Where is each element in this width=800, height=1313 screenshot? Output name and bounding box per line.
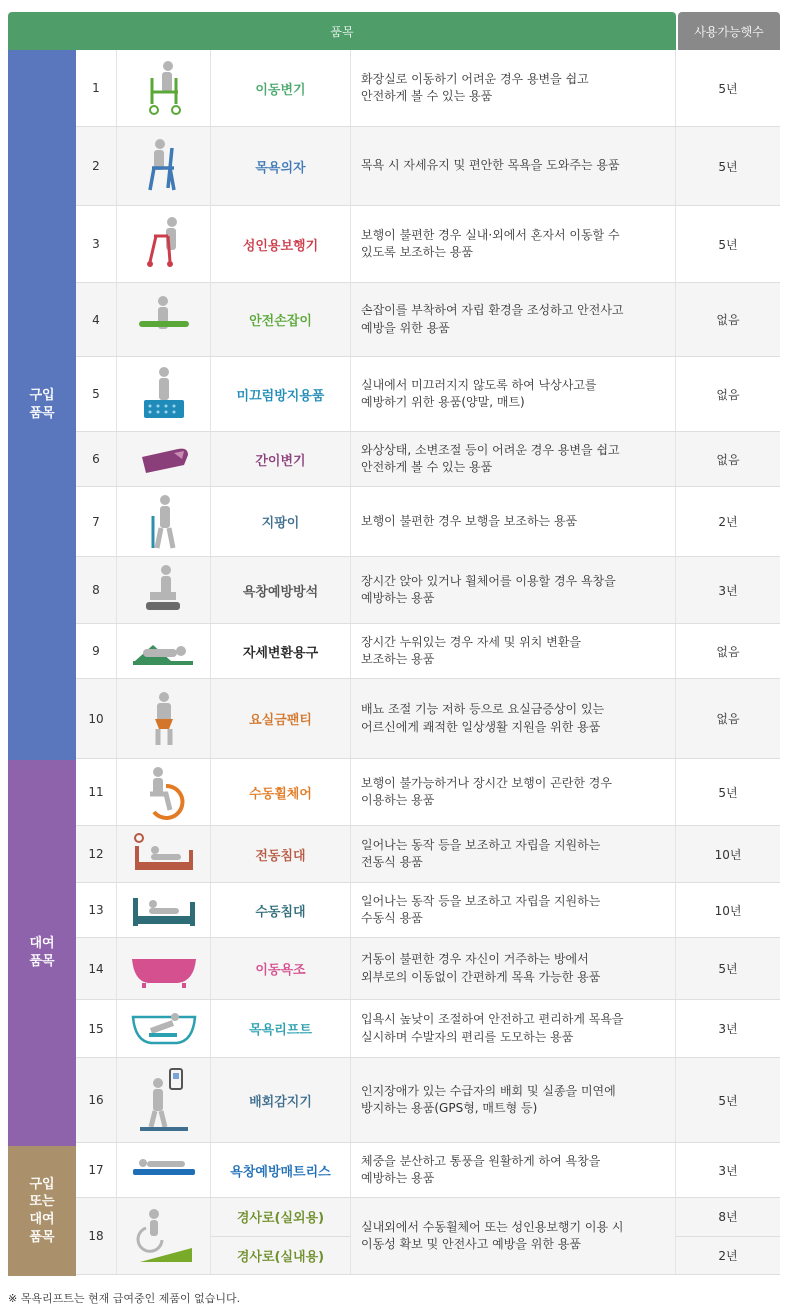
table-row [76, 1000, 780, 1058]
item-number: 15 [76, 1000, 117, 1057]
bath-chair-icon [117, 127, 211, 205]
table-row [76, 487, 780, 557]
bathtub-icon [117, 938, 211, 999]
table-row [76, 50, 780, 127]
item-years: 5년 [718, 159, 738, 174]
item-number: 18 [76, 1198, 117, 1274]
item-name: 안전손잡이 [211, 283, 351, 356]
electric-bed-icon [117, 826, 211, 882]
footnote: ※ 목욕리프트는 현재 급여중인 제품이 없습니다. [8, 1292, 241, 1305]
item-number: 2 [76, 127, 117, 205]
item-number: 4 [76, 283, 117, 356]
table-row [76, 883, 780, 938]
item-name-outdoor: 경사로(실외용) [236, 1211, 325, 1227]
table-row [76, 557, 780, 624]
mattress-icon [117, 1143, 211, 1197]
item-years: 없음 [716, 452, 740, 467]
item-years: 3년 [718, 1022, 738, 1036]
item-number: 6 [76, 432, 117, 486]
item-number: 9 [76, 624, 117, 678]
item-years: 없음 [716, 387, 740, 402]
item-description: 일어나는 동작 등을 보조하고 자립을 지원하는 전동식 용품 [351, 826, 676, 882]
item-years: 5년 [718, 237, 738, 252]
item-description: 목욕 시 자세유지 및 편안한 목욕을 도와주는 용품 [351, 127, 676, 205]
header-years: 사용가능햇수 [678, 12, 780, 50]
item-number: 7 [76, 487, 117, 556]
item-number: 5 [76, 357, 117, 431]
item-name: 간이변기 [211, 432, 351, 486]
item-years: 없음 [716, 313, 740, 327]
table-row [76, 357, 780, 432]
item-description: 화장실로 이동하기 어려운 경우 용변을 쉽고 안전하게 볼 수 있는 용품 [351, 50, 676, 126]
cushion-icon [117, 557, 211, 623]
item-name: 욕창예방매트리스 [211, 1143, 351, 1197]
item-description: 보행이 불가능하거나 장시간 보행이 곤란한 경우 이용하는 용품 [351, 759, 676, 825]
wheelchair-icon [117, 759, 211, 825]
table-row [76, 938, 780, 1000]
ramp-years [676, 1198, 780, 1274]
item-name: 요실금팬티 [211, 679, 351, 758]
item-years: 3년 [718, 583, 738, 598]
header-item: 품목 [8, 12, 676, 50]
item-name: 수동휠체어 [211, 759, 351, 825]
bath-lift-icon [117, 1000, 211, 1057]
item-number: 14 [76, 938, 117, 999]
item-description: 보행이 불편한 경우 보행을 보조하는 용품 [351, 487, 676, 556]
item-description: 와상상태, 소변조절 등이 어려운 경우 용변을 쉽고 안전하게 볼 수 있는 용품 [351, 432, 676, 486]
item-name: 미끄럼방지용품 [211, 357, 351, 431]
item-name: 수동침대 [211, 883, 351, 937]
items-table [76, 50, 780, 1275]
item-years: 5년 [718, 1093, 738, 1108]
table-row [76, 1058, 780, 1143]
item-description: 실내외에서 수동휠체어 또는 성인용보행기 이용 시 이동성 확보 및 안전사고 예방을 위한 용품 [351, 1198, 676, 1274]
table-row [76, 679, 780, 759]
wander-detector-icon [117, 1058, 211, 1142]
item-years: 없음 [716, 712, 740, 726]
item-number: 10 [76, 679, 117, 758]
table-row [76, 624, 780, 679]
item-name: 배회감지기 [211, 1058, 351, 1142]
table-row [76, 1143, 780, 1198]
item-name: 목욕리프트 [211, 1000, 351, 1057]
item-name-indoor: 경사로(실내용) [211, 1236, 350, 1275]
table-row [76, 127, 780, 206]
category-buy-or-rent: 구입 또는 대여 품목 [8, 1146, 76, 1276]
item-description: 장시간 누워있는 경우 자세 및 위치 변환을 보조하는 용품 [351, 624, 676, 678]
item-description: 체중을 분산하고 통풍을 원활하게 하여 욕창을 예방하는 용품 [351, 1143, 676, 1197]
item-years: 5년 [718, 785, 738, 800]
category-rent: 대여 품목 [8, 760, 76, 1146]
item-description: 입욕시 높낮이 조절하여 안전하고 편리하게 목욕을 실시하며 수발자의 편리를 도모하는 용품 [351, 1000, 676, 1057]
table-row [76, 759, 780, 826]
cane-icon [117, 487, 211, 556]
walker-icon [117, 206, 211, 282]
item-name: 자세변환용구 [211, 624, 351, 678]
item-number: 8 [76, 557, 117, 623]
item-years: 5년 [718, 962, 738, 976]
item-description: 거동이 불편한 경우 자신이 거주하는 방에서 외부로의 이동없이 간편하게 목욕 가능한 용품 [351, 938, 676, 999]
item-name: 성인용보행기 [211, 206, 351, 282]
item-name: 이동욕조 [211, 938, 351, 999]
item-number: 13 [76, 883, 117, 937]
incontinence-pants-icon [117, 679, 211, 758]
item-description: 일어나는 동작 등을 보조하고 자립을 지원하는 수동식 용품 [351, 883, 676, 937]
category-buy: 구입 품목 [8, 50, 76, 760]
item-years-outdoor: 8년 [718, 1210, 738, 1225]
item-name: 전동침대 [211, 826, 351, 882]
item-description: 배뇨 조절 기능 저하 등으로 요실금증상이 있는 어르신에게 쾌적한 일상생활 지원을 위한 용품 [351, 679, 676, 758]
item-description: 보행이 불편한 경우 실내·외에서 혼자서 이동할 수 있도록 보조하는 용품 [351, 206, 676, 282]
safety-handle-icon [117, 283, 211, 356]
item-years: 10년 [714, 847, 742, 862]
positioning-icon [117, 624, 211, 678]
ramp-icon [117, 1198, 211, 1274]
ramp-names [211, 1198, 351, 1274]
anti-slip-mat-icon [117, 357, 211, 431]
item-number: 11 [76, 759, 117, 825]
item-name: 이동변기 [211, 50, 351, 126]
table-row [76, 826, 780, 883]
bedpan-icon [117, 432, 211, 486]
item-years: 10년 [714, 903, 742, 918]
table-row [76, 206, 780, 283]
commode-chair-icon [117, 50, 211, 126]
item-description: 인지장애가 있는 수급자의 배회 및 실종을 미연에 방지하는 용품(GPS형, 매트형 등) [351, 1058, 676, 1142]
item-number: 3 [76, 206, 117, 282]
manual-bed-icon [117, 883, 211, 937]
table-row [76, 1198, 780, 1275]
item-number: 17 [76, 1143, 117, 1197]
item-years: 3년 [718, 1163, 738, 1178]
item-years: 2년 [718, 515, 738, 529]
item-number: 16 [76, 1058, 117, 1142]
table-row [76, 283, 780, 357]
item-years-indoor: 2년 [676, 1236, 780, 1275]
table-row [76, 432, 780, 487]
item-name: 목욕의자 [211, 127, 351, 205]
item-number: 1 [76, 50, 117, 126]
item-description: 실내에서 미끄러지지 않도록 하여 낙상사고를 예방하기 위한 용품(양말, 매트) [351, 357, 676, 431]
item-number: 12 [76, 826, 117, 882]
item-years: 5년 [718, 81, 738, 96]
item-description: 장시간 앉아 있거나 휠체어를 이용할 경우 욕창을 예방하는 용품 [351, 557, 676, 623]
item-name: 욕창예방방석 [211, 557, 351, 623]
item-description: 손잡이를 부착하여 자립 환경을 조성하고 안전사고 예방을 위한 용품 [351, 283, 676, 356]
item-name: 지팡이 [211, 487, 351, 556]
item-years: 없음 [716, 644, 740, 659]
